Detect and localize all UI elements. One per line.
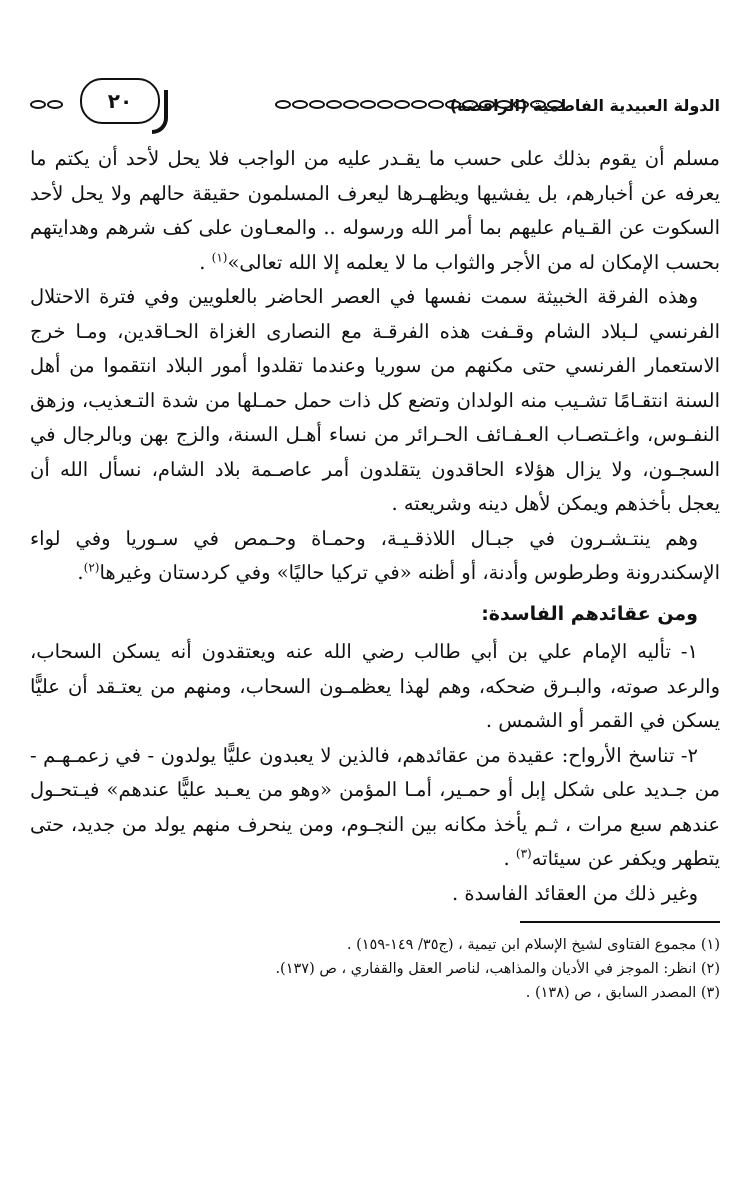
footnote-ref: (٢) xyxy=(83,560,100,575)
paragraph: وغير ذلك من العقائد الفاسدة . xyxy=(452,881,698,905)
section-heading: ومن عقائدهم الفاسدة: xyxy=(481,602,698,625)
footnote-separator xyxy=(520,921,720,923)
page-number: ٢٠ xyxy=(80,78,160,124)
footnote-ref: (٣) xyxy=(515,846,532,861)
footnote-separator-wrap xyxy=(30,911,720,933)
paragraph: مسلم أن يقوم بذلك على حسب ما يقـدر عليه من الواجب فلا يحل لأحد أن يكتم ما يعرفه عن أخبارهم، بل يفشيها ويظهـرها ليعرف المسلمون حقيقة حالهم ولا يحل لأحد السكوت عن القـيام عليهم بما أمر الله ورسوله .. والمعـاون على كف شرهم وهدايتهم بحسب الإمكان له من الأجر والثواب ما لا يعلمه إلا الله تعالى»$^{(١)}$ . xyxy=(30,147,720,274)
header-ornament-left xyxy=(30,100,63,112)
running-title: الدولة العبيدية الفاطمية (الرافضة) xyxy=(449,96,720,115)
page-header xyxy=(30,78,720,138)
footnotes xyxy=(30,933,720,1005)
book-page xyxy=(30,78,720,1138)
list-item: ٢- تناسخ الأرواح: عقيدة من عقائدهم، فالذين لا يعبدون عليًّا يولدون - في زعمـهـم - من جـديد على شكل إبل أو حمـير، أمـا المؤمن «وهو من يعـبد عليًّا عندهم» فيـتحـول عندهم سبع مرات ، ثـم يأخذ مكانه بين النجـوم، ومن ينحرف منهم يولد من جديد، حتى يتطهر ويكفر عن سيئاته$^{(٣)}$ . xyxy=(30,743,720,870)
paragraph: وهذه الفرقة الخبيثة سمت نفسها في العصر الحاضر بالعلويين وفي فترة الاحتلال الفرنسي لـبلاد الشام وقـفت هذه الفرقـة مع النصارى الغزاة الحـاقدين، ومـا خرج الاستعمار الفرنسي حتى مكنهم من سوريا وعندما تقلدوا أمور البلاد انتقموا من أهل السنة انتقـامًا تشـيب منه الولدان وتضع كل ذات حمل حمـلها من شدة التـعذيب، وزهق النفـوس، واغـتصـاب العـفـائف الحـرائر من نساء أهـل السنة، والزج بهن وبالرجال في السجـون، ولا يزال هؤلاء الحاقدون يتقلدون أمر عاصـمة بلاد الشام، نسأل الله أن يعجل بأخذهم ويمكن لأهل دينه وشريعته . xyxy=(30,285,720,515)
footnote-ref: (١) xyxy=(211,250,228,264)
paragraph: وهم ينتـشـرون في جبـال اللاذقـيـة، وحمـاة وحـمص في سـوريا وفي لواء الإسكندرونة وطرطوس وأدنة، أو أظنه «في تركيا حاليًا» وفي كردستان وغيرها$^{(٢)}$. xyxy=(30,526,720,584)
footnote: (٣) المصدر السابق ، ص (١٣٨) . xyxy=(525,985,720,1001)
footnote: (١) مجموع الفتاوى لشيخ الإسلام ابن تيمية ، (ج٣٥/ ١٤٩-١٥٩) . xyxy=(346,937,720,953)
list-item: ١- تأليه الإمام علي بن أبي طالب رضي الله عنه ويعتقدون أنه يسكن السحاب، والرعد صوته، والبـرق ضحكه، وهم لهذا يعظمـون السحاب، ومنهم من يعتـقد أن عليًّا يسكن في القمر أو الشمس . xyxy=(30,640,720,732)
main-text xyxy=(30,142,720,911)
footnote: (٢) انظر: الموجز في الأديان والمذاهب، لناصر العقل والقفاري ، ص (١٣٧). xyxy=(275,961,720,977)
